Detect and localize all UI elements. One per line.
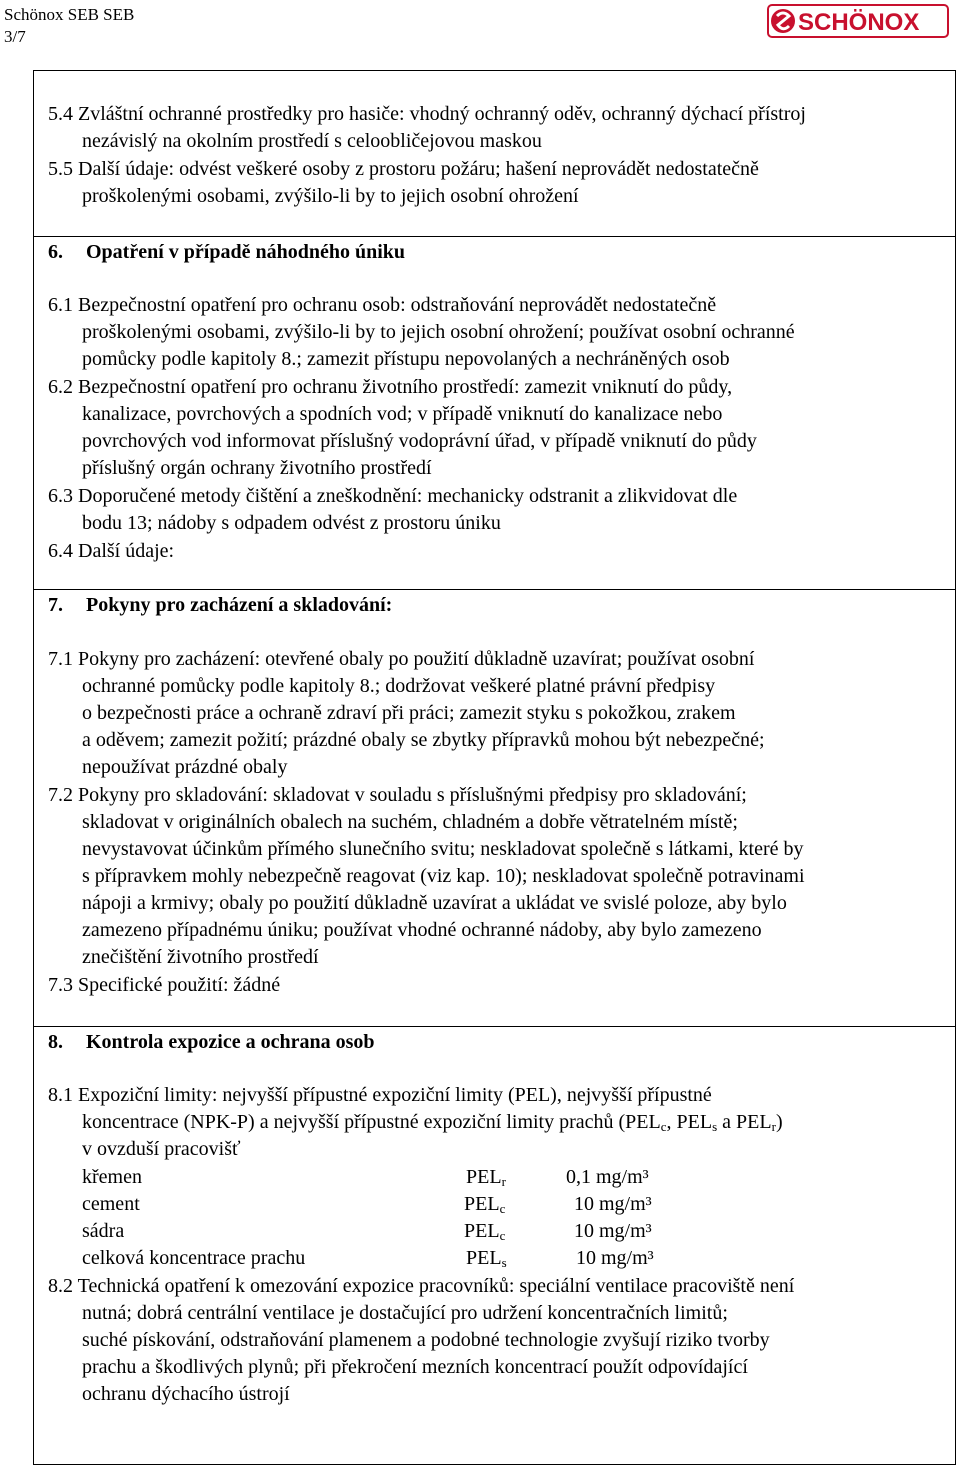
para-6-3: 6.3 Doporučené metody čištění a zneškodnění: mechanicky odstranit a zlikvidovat dle <box>48 485 738 507</box>
para-5-5: 5.5 Další údaje: odvést veškeré osoby z prostoru požáru; hašení neprovádět nedostatečně <box>48 158 759 180</box>
para-7-2: skladovat v originálních obalech na suchém, chladném a dobře větratelném místě; <box>82 811 738 833</box>
section-number: 6. <box>48 241 63 263</box>
section-divider <box>33 236 956 237</box>
para-6-4: 6.4 Další údaje: <box>48 540 175 562</box>
limit-pel: $PEL_c$ <box>464 1193 506 1216</box>
section-title: Pokyny pro zacházení a skladování: <box>86 594 393 616</box>
section-number: 8. <box>48 1031 63 1053</box>
para-6-2: 6.2 Bezpečnostní opatření pro ochranu životního prostředí: zamezit vniknutí do půdy, <box>48 376 733 398</box>
logo-text: SCHÖNOX <box>798 9 920 36</box>
section-heading-8 <box>48 1029 375 1056</box>
para-7-1: nepoužívat prázdné obaly <box>82 756 288 778</box>
para-6-2: povrchových vod informovat příslušný vodoprávní úřad, v případě vniknutí do půdy <box>82 430 757 452</box>
section-divider <box>33 589 956 590</box>
para-8-2: prachu a škodlivých plynů; při překročení mezních koncentrací použít odpovídající <box>82 1356 748 1378</box>
section-title: Kontrola expozice a ochrana osob <box>86 1031 375 1053</box>
para-8-1: koncentrace (NPK-P) a nejvyšší přípustné expoziční limity prachů ($PEL_c$, $PEL_s$ a $PEL_r$) <box>82 1111 783 1134</box>
para-8-2: 8.2 Technická opatření k omezování expozice pracovníků: speciální ventilace pracoviště není <box>48 1275 795 1297</box>
para-7-3: 7.3 Specifické použití: žádné <box>48 974 281 996</box>
para-6-1: pomůcky podle kapitoly 8.; zamezit přístupu nepovolaných a nechráněných osob <box>82 348 730 370</box>
limit-value: 10 mg/m³ <box>576 1247 654 1269</box>
limit-substance: celková koncentrace prachu <box>82 1247 306 1269</box>
para-6-1: 6.1 Bezpečnostní opatření pro ochranu osob: odstraňování neprovádět nedostatečně <box>48 294 717 316</box>
para-7-1: o bezpečnosti práce a ochraně zdraví při práci; zamezit styku s pokožkou, zrakem <box>82 702 736 724</box>
para-7-2: zamezeno případnému úniku; používat vhodné ochranné nádoby, aby bylo zamezeno <box>82 919 762 941</box>
limit-pel: $PEL_s$ <box>466 1247 507 1270</box>
limit-value: 10 mg/m³ <box>574 1193 652 1215</box>
limit-pel: $PEL_r$ <box>466 1166 506 1189</box>
para-5-4: nezávislý na okolním prostředí s celoobličejovou maskou <box>82 130 542 152</box>
para-7-2: 7.2 Pokyny pro skladování: skladovat v souladu s příslušnými předpisy pro skladování; <box>48 784 747 806</box>
para-8-2: nutná; dobrá centrální ventilace je dostačující pro udržení koncentračních limitů; <box>82 1302 728 1324</box>
para-7-1: ochranné pomůcky podle kapitoly 8.; dodržovat veškeré platné právní předpisy <box>82 675 716 697</box>
product-name: Schönox SEB SEB <box>4 5 135 24</box>
para-7-2: nevystavovat účinkům přímého slunečního svitu; neskladovat společně s látkami, které by <box>82 838 804 860</box>
para-8-1: 8.1 Expoziční limity: nejvyšší přípustné expoziční limity (PEL), nejvyšší přípustné <box>48 1084 712 1106</box>
section-heading-7 <box>48 592 392 619</box>
limit-pel: $PEL_c$ <box>464 1220 506 1243</box>
limit-value: 0,1 mg/m³ <box>566 1166 649 1188</box>
para-7-1: a oděvem; zamezit požití; prázdné obaly se zbytky přípravků mohou být nebezpečné; <box>82 729 765 751</box>
para-7-1: 7.1 Pokyny pro zacházení: otevřené obaly po použití důkladně uzavírat; používat osobní <box>48 648 755 670</box>
para-6-1: proškolenými osobami, zvýšilo-li by to jejich osobní ohrožení; používat osobní ochranné <box>82 321 795 343</box>
page-number: 3/7 <box>4 27 26 46</box>
section-divider <box>33 1026 956 1027</box>
para-7-2: znečištění životního prostředí <box>82 946 319 968</box>
section-heading-6 <box>48 239 405 266</box>
limit-value: 10 mg/m³ <box>574 1220 652 1242</box>
para-5-4: 5.4 Zvláštní ochranné prostředky pro hasiče: vhodný ochranný oděv, ochranný dýchací přístroj <box>48 103 806 125</box>
document-title <box>4 4 134 48</box>
schonox-logo <box>767 4 949 38</box>
para-6-2: příslušný orgán ochrany životního prostředí <box>82 457 432 479</box>
para-6-3: bodu 13; nádoby s odpadem odvést z prostoru úniku <box>82 512 501 534</box>
para-5-5: proškolenými osobami, zvýšilo-li by to jejich osobní ohrožení <box>82 185 579 207</box>
para-7-2: s přípravkem mohly nebezpečně reagovat (viz kap. 10); neskladovat společně potravinami <box>82 865 805 887</box>
para-6-2: kanalizace, povrchových a spodních vod; v případě vniknutí do kanalizace nebo <box>82 403 723 425</box>
limit-substance: křemen <box>82 1166 142 1188</box>
limit-substance: sádra <box>82 1220 125 1242</box>
para-8-2: suché pískování, odstraňování plamenem a podobné technologie zvyšují riziko tvorby <box>82 1329 770 1351</box>
limit-substance: cement <box>82 1193 140 1215</box>
para-7-2: nápoji a krmivy; obaly po použití důkladně uzavírat a ukládat ve svislé poloze, aby bylo <box>82 892 787 914</box>
para-8-1: v ovzduší pracovišť <box>82 1138 241 1160</box>
para-8-2: ochranu dýchacího ústrojí <box>82 1383 290 1405</box>
section-number: 7. <box>48 594 63 616</box>
section-title: Opatření v případě náhodného úniku <box>86 241 405 263</box>
